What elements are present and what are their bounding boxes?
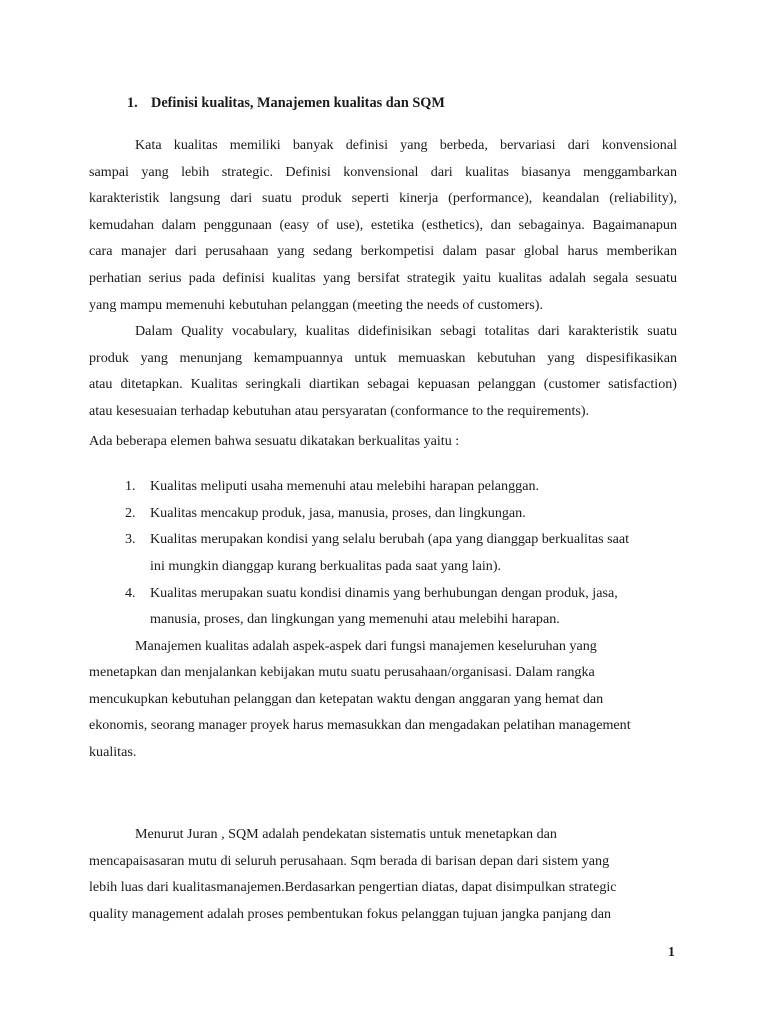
page-number: 1 <box>668 944 675 959</box>
paragraph2-line: produk yang menunjang kemampuannya untuk memuaskan kebutuhan yang dispesifikasikan <box>89 350 677 366</box>
section-heading <box>127 93 445 113</box>
list-item-text: manusia, proses, dan lingkungan yang memenuhi atau melebihi harapan. <box>150 611 560 627</box>
paragraph1-line: sampai yang lebih strategic. Definisi konvensional dari kualitas biasanya menggambarkan <box>89 164 677 180</box>
paragraph1-line: cara manajer dari perusahaan yang sedang berkompetisi dalam pasar global harus memberikan <box>89 243 677 259</box>
list-item-number: 1. <box>125 478 136 494</box>
paragraph4-line: mencapaisasaran mutu di seluruh perusahaan. Sqm berada di barisan depan dari sistem yang <box>89 853 610 869</box>
heading-title: Definisi kualitas, Manajemen kualitas dan SQM <box>151 95 445 111</box>
paragraph2-line: atau kesesuaian terhadap kebutuhan atau persyaratan (conformance to the requirements). <box>89 403 590 419</box>
paragraph1-line: Kata kualitas memiliki banyak definisi yang berbeda, bervariasi dari konvensional <box>135 137 677 153</box>
heading-number: 1. <box>127 95 138 111</box>
paragraph3-line: Manajemen kualitas adalah aspek-aspek dari fungsi manajemen keseluruhan yang <box>135 638 597 654</box>
list-item-number: 3. <box>125 531 136 547</box>
list-item-text: ini mungkin dianggap kurang berkualitas pada saat yang lain). <box>150 558 502 574</box>
intro-line: Ada beberapa elemen bahwa sesuatu dikatakan berkualitas yaitu : <box>89 433 460 449</box>
paragraph1-line: karakteristik langsung dari suatu produk seperti kinerja (performance), keandalan (reliability), <box>89 190 677 206</box>
paragraph1-line: perhatian serius pada definisi kualitas yang bersifat strategik yaitu kualitas adalah segala sesuatu <box>89 270 677 286</box>
paragraph4-line: lebih luas dari kualitasmanajemen.Berdasarkan pengertian diatas, dapat disimpulkan strategic <box>89 879 617 895</box>
paragraph1-line: yang mampu memenuhi kebutuhan pelanggan (meeting the needs of customers). <box>89 297 544 313</box>
list-item-text: Kualitas mencakup produk, jasa, manusia, proses, dan lingkungan. <box>150 505 526 521</box>
paragraph4-line: Menurut Juran , SQM adalah pendekatan sistematis untuk menetapkan dan <box>135 826 557 842</box>
paragraph3-line: kualitas. <box>89 744 137 760</box>
list-item-text: Kualitas merupakan suatu kondisi dinamis yang berhubungan dengan produk, jasa, <box>150 585 618 601</box>
paragraph1-line: kemudahan dalam penggunaan (easy of use), estetika (esthetics), dan sebagainya. Bagaimanapun <box>89 217 677 233</box>
paragraph4-line: quality management adalah proses pembentukan fokus pelanggan tujuan jangka panjang dan <box>89 906 612 922</box>
paragraph2-line: Dalam Quality vocabulary, kualitas didefinisikan sebagi totalitas dari karakteristik suatu <box>135 323 677 339</box>
paragraph2-line: atau ditetapkan. Kualitas seringkali diartikan sebagai kepuasan pelanggan (customer satisfaction) <box>89 376 677 392</box>
list-item-number: 4. <box>125 585 136 601</box>
list-item-number: 2. <box>125 505 136 521</box>
paragraph3-line: menetapkan dan menjalankan kebijakan mutu suatu perusahaan/organisasi. Dalam rangka <box>89 664 595 680</box>
list-item-text: Kualitas merupakan kondisi yang selalu berubah (apa yang dianggap berkualitas saat <box>150 531 630 547</box>
list-item-text: Kualitas meliputi usaha memenuhi atau melebihi harapan pelanggan. <box>150 478 540 494</box>
paragraph3-line: ekonomis, seorang manager proyek harus memasukkan dan mengadakan pelatihan management <box>89 717 631 733</box>
paragraph3-line: mencukupkan kebutuhan pelanggan dan ketepatan waktu dengan anggaran yang hemat dan <box>89 691 604 707</box>
